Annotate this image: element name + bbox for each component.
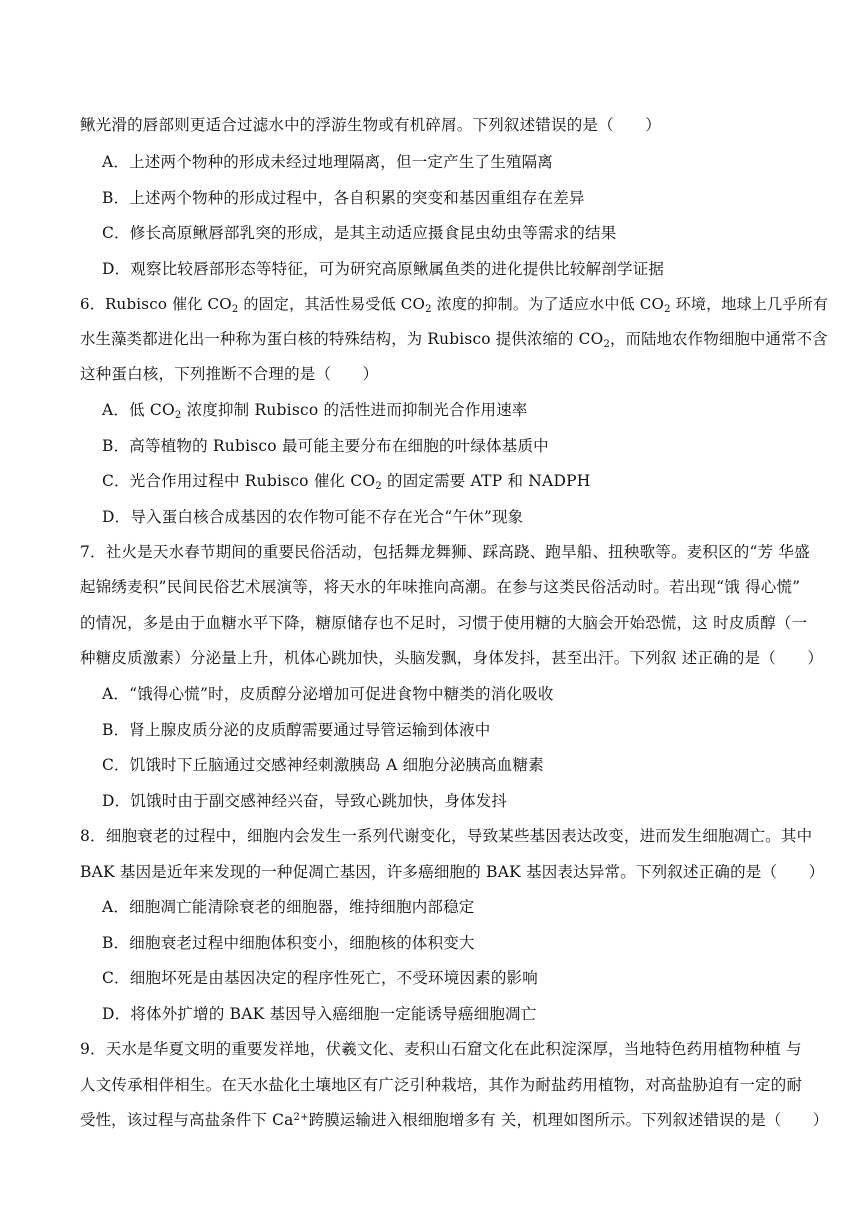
q7-stem-line-3: 的情况，多是由于血糖水平下降，糖原储存也不足时，习惯于使用糖的大脑会开始恐慌，这 时皮质醇（一	[80, 614, 808, 632]
q8-option-b: B．细胞衰老过程中细胞体积变小，细胞核的体积变大	[102, 934, 475, 952]
q6-option-a: A．低 $CO_2$ 浓度抑制 Rubisco 的活性进而抑制光合作用速率	[102, 401, 528, 421]
q5-option-d: D．观察比较唇部形态等特征，可为研究高原鳅属鱼类的进化提供比较解剖学证据	[102, 260, 665, 278]
q7-option-c: C．饥饿时下丘脑通过交感神经刺激胰岛 A 细胞分泌胰高血糖素	[102, 756, 544, 774]
q7-option-b: B．肾上腺皮质分泌的皮质醇需要通过导管运输到体液中	[102, 721, 491, 739]
q6-option-b: B．高等植物的 Rubisco 最可能主要分布在细胞的叶绿体基质中	[102, 437, 549, 455]
q9-stem-line-3: 受性，该过程与高盐条件下 $Ca^{2+}$跨膜运输进入根细胞增多有 关，机理如图所示。下列叙述错误的是（ ）	[80, 1111, 829, 1129]
q6-stem-line-3: 这种蛋白核，下列推断不合理的是（ ）	[80, 365, 379, 383]
q6-stem-line-1: 6．Rubisco 催化 $CO_2$ 的固定，其活性易受低 $CO_2$ 浓度的抑制。为了适应水中低 $CO_2$ 环境，地球上几乎所有	[80, 295, 829, 315]
q8-stem-line-2: BAK 基因是近年来发现的一种促凋亡基因，许多癌细胞的 BAK 基因表达异常。下列叙述正确的是（ ）	[80, 863, 825, 881]
q5-stem-tail: 鳅光滑的唇部则更适合过滤水中的浮游生物或有机碎屑。下列叙述错误的是（ ）	[80, 116, 661, 134]
q9-stem-line-1: 9．天水是华夏文明的重要发祥地，伏羲文化、麦积山石窟文化在此积淀深厚，当地特色药用植物种植 与	[80, 1040, 802, 1058]
q7-option-a: A．“饿得心慌”时，皮质醇分泌增加可促进食物中糖类的消化吸收	[102, 685, 554, 703]
q6-stem-line-2: 水生藻类都进化出一种称为蛋白核的特殊结构，为 Rubisco 提供浓缩的 $CO_2$，而陆地农作物细胞中通常不含	[80, 330, 828, 350]
q7-option-d: D．饥饿时由于副交感神经兴奋，导致心跳加快，身体发抖	[102, 792, 508, 810]
q5-option-c: C．修长高原鳅唇部乳突的形成，是其主动适应摄食昆虫幼虫等需求的结果	[102, 224, 617, 242]
q8-option-c: C．细胞坏死是由基因决定的程序性死亡，不受环境因素的影响	[102, 969, 538, 987]
q9-stem-line-2: 人文传承相伴相生。在天水盐化土壤地区有广泛引种栽培，其作为耐盐药用植物，对高盐胁迫有一定的耐	[80, 1076, 803, 1094]
q7-stem-line-2: 起锦绣麦积”民间民俗艺术展演等，将天水的年味推向高潮。在参与这类民俗活动时。若出现“饿 得心慌”	[80, 578, 801, 596]
q5-option-b: B．上述两个物种的形成过程中，各自积累的突变和基因重组存在差异	[102, 189, 585, 207]
q5-option-a: A．上述两个物种的形成未经过地理隔离，但一定产生了生殖隔离	[102, 153, 553, 171]
q7-stem-line-4: 种糖皮质激素）分泌量上升，机体心跳加快，头脑发飘，身体发抖，甚至出汗。下列叙 述正确的是（ ）	[80, 649, 824, 667]
q8-stem-line-1: 8．细胞衰老的过程中，细胞内会发生一系列代谢变化，导致某些基因表达改变，进而发生细胞凋亡。其中	[80, 827, 813, 845]
q8-option-a: A．细胞凋亡能清除衰老的细胞器，维持细胞内部稳定	[102, 898, 475, 916]
q6-option-d: D．导入蛋白核合成基因的农作物可能不存在光合“午休”现象	[102, 508, 524, 526]
q6-option-c: C．光合作用过程中 Rubisco 催化 $CO_2$ 的固定需要 ATP 和 NADPH	[102, 472, 591, 492]
q7-stem-line-1: 7．社火是天水春节期间的重要民俗活动，包括舞龙舞狮、踩高跷、跑旱船、扭秧歌等。麦积区的“芳 华盛	[80, 543, 810, 561]
q8-option-d: D．将体外扩增的 BAK 基因导入癌细胞一定能诱导癌细胞凋亡	[102, 1005, 537, 1023]
